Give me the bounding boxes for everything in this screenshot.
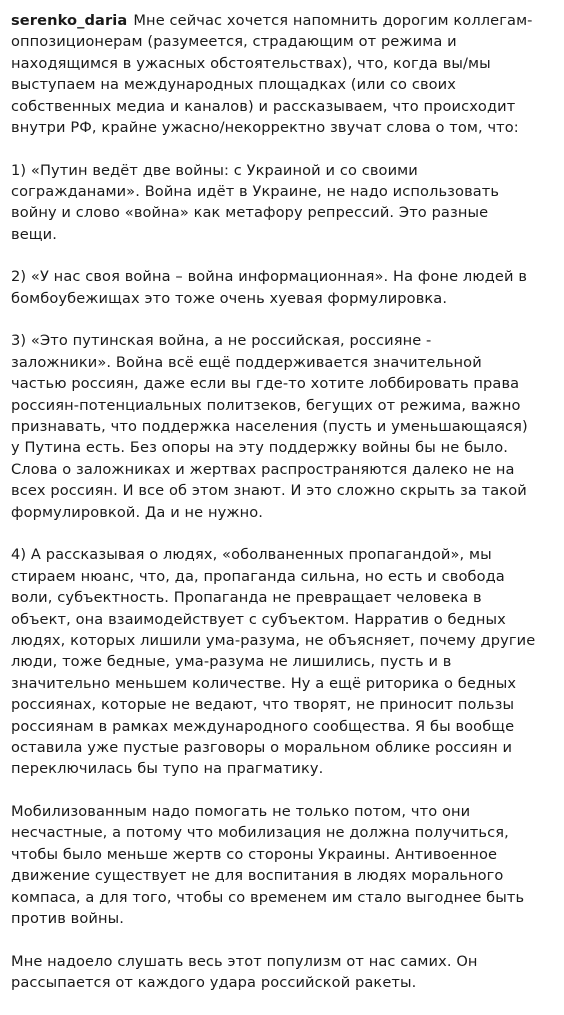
caption-paragraph-1: 1) «Путин ведёт две войны: с Украиной и со своими согражданами». Война идёт в Украине, не надо использовать войну и слово «война» как метафору репрессий. Это разные вещи. bbox=[11, 161, 500, 243]
post-caption bbox=[11, 0, 557, 1015]
caption-intro bbox=[11, 10, 557, 138]
caption-paragraph-2: 2) «У нас своя война – война информационная». На фоне людей в бомбоубежищах это тоже очень хуевая формулировка. bbox=[11, 268, 528, 307]
caption-paragraph-3: 3) «Это путинская война, а не российская, россияне - заложники». Война всё ещё поддерживается значительной частью россиян, даже если вы где-то хотите лоббировать права россиян-потенциальных политзеков, бегущих от режима, важно признавать, что поддержка населения (пусть и уменьшающаяся) у Путина есть. Без опоры на эту поддержку войны бы не было. Слова о заложниках и жертвах распространяются далеко не на всех россиян. И все об этом знают. И это сложно скрыть за такой формулировкой. Да и не нужно. bbox=[11, 332, 528, 521]
caption-paragraph-6: Мне надоело слушать весь этот популизм от нас самих. Он рассыпается от каждого удара российской ракеты. bbox=[11, 952, 478, 991]
caption-paragraph-5: Мобилизованным надо помогать не только потом, что они несчастные, а потому что мобилизация не должна получиться, чтобы было меньше жертв со стороны Украины. Антивоенное движение существует не для воспитания в людях морального компаса, а для того, чтобы со временем им стало выгоднее быть против войны. bbox=[11, 802, 525, 927]
username[interactable]: serenko_daria bbox=[11, 12, 128, 29]
caption-paragraph-4: 4) А рассказывая о людях, «оболваненных пропагандой», мы стираем нюанс, что, да, пропаганда сильна, но есть и свобода воли, субъектность. Пропаганда не превращает человека в объект, она взаимодействует с субъектом. Нарратив о бедных людях, которых лишили ума-разума, не объясняет, почему другие люди, тоже бедные, ума-разума не лишились, пусть и в значительно меньшем количестве. Ну а ещё риторика о бедных россиянах, которые не ведают, что творят, не приносит пользы россиянам в рамках международного сообщества. Я бы вообще оставила уже пустые разговоры о моральном облике россиян и переключилась бы тупо на прагматику. bbox=[11, 546, 536, 778]
intro-text: Мне сейчас хочется напомнить дорогим коллегам- оппозиционерам (разумеется, страдающим от режима и находящимся в ужасных обстоятельствах), что, когда вы/мы выступаем на международных площадках (или со своих собственных медиа и каналов) и рассказываем, что происходит внутри РФ, крайне ужасно/некорректно звучат слова о том, что: bbox=[11, 12, 533, 137]
